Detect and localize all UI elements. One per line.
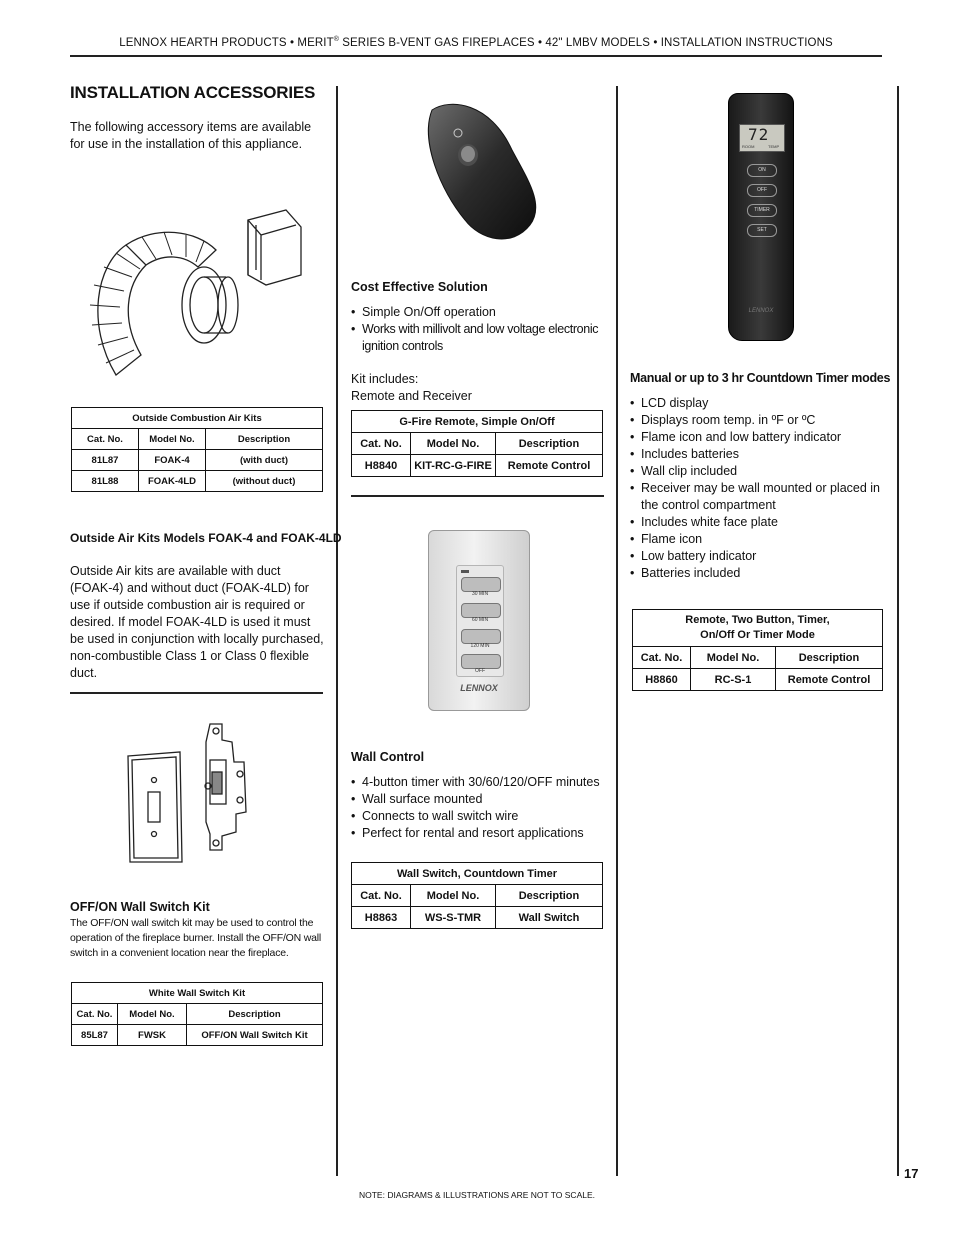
page-title: INSTALLATION ACCESSORIES: [70, 83, 316, 102]
list-item: • 4-button timer with 30/60/120/OFF minutes: [351, 774, 611, 791]
wall-button-label: 60 MIN: [471, 617, 489, 623]
scale-note: NOTE: DIAGRAMS & ILLUSTRATIONS ARE NOT TO SCALE.: [358, 1190, 595, 1200]
timer-remote-photo: [728, 93, 794, 341]
table-row: 81L88 FOAK-4LD (without duct): [72, 471, 323, 492]
column-header: Model No.: [118, 1004, 187, 1025]
table-row: 85L87 FWSK OFF/ON Wall Switch Kit: [72, 1025, 323, 1046]
list-item: • Displays room temp. in ºF or ºC: [630, 412, 886, 429]
table-caption: Wall Switch, Countdown Timer: [352, 863, 603, 885]
remote-button-timer: TIMER: [747, 204, 777, 217]
list-item: • Includes batteries: [630, 446, 886, 463]
list-item: • LCD display: [630, 395, 886, 412]
wall-control-logo: LENNOX: [460, 683, 498, 693]
table-row: H8860 RC-S-1 Remote Control: [633, 669, 883, 691]
wall-switch-illustration: [126, 722, 252, 864]
intro-text: The following accessory items are available for use in the installation of this appliance.: [70, 120, 312, 151]
air-kits-text: Outside Air kits are available with duct (FOAK-4) and without duct (FOAK-4LD) for use if outside combustion air is required or desired. If model FOAK-4LD is used it must be used in conjunction with locally purchased, non-combustible Class 1 or Class 0 flexible duct.: [70, 564, 324, 680]
air-kits-subhead: Outside Air Kits Models FOAK-4 and FOAK-4LD: [70, 531, 342, 545]
remote-subhead: Cost Effective Solution: [351, 280, 488, 294]
column-header: Cat. No.: [352, 885, 411, 907]
wall-control-panel: [456, 565, 504, 677]
column-header: Model No.: [139, 429, 206, 450]
table-row: 81L87 FOAK-4 (with duct): [72, 450, 323, 471]
lcd-room-label: ROOM: [742, 144, 755, 149]
timer-remote-subhead: Manual or up to 3 hr Countdown Timer modes: [630, 371, 891, 385]
column-header: Cat. No.: [72, 429, 139, 450]
table-caption: White Wall Switch Kit: [72, 983, 323, 1004]
column-header: Cat. No.: [72, 1004, 118, 1025]
list-item: • Works with millivolt and low voltage electronic ignition controls: [351, 321, 607, 355]
remote-button-off: OFF: [747, 184, 777, 197]
list-item: • Batteries included: [630, 565, 886, 582]
table-caption: Remote, Two Button, Timer, On/Off Or Timer Mode: [633, 610, 883, 647]
wall-switch-text: The OFF/ON wall switch kit may be used to control the operation of the fireplace burner. Install the OFF/ON wall switch in a convenient location near the fireplace.: [70, 917, 322, 959]
list-item: • Includes white face plate: [630, 514, 886, 531]
wall-control-subhead: Wall Control: [351, 750, 425, 764]
column-header: Description: [187, 1004, 323, 1025]
column-divider-2: [616, 86, 618, 1176]
running-header: LENNOX HEARTH PRODUCTS • MERIT® SERIES B-VENT GAS FIREPLACES • 42" LMBV MODELS • INSTALLATION INSTRUCTIONS: [119, 36, 833, 49]
led-indicator: [461, 570, 469, 573]
list-item: • Connects to wall switch wire: [351, 808, 611, 825]
outside-air-kits-table: [71, 407, 323, 492]
list-item: • Wall surface mounted: [351, 791, 611, 808]
wall-button-off: [461, 654, 501, 669]
timer-remote-feature-list: [630, 395, 886, 582]
list-item: • Perfect for rental and resort applications: [351, 825, 611, 842]
wall-button-120: [461, 629, 501, 644]
list-item: • Flame icon: [630, 531, 886, 548]
timer-remote-table: [632, 609, 883, 691]
column-header: Cat. No.: [352, 433, 411, 455]
wall-button-label: 120 MIN: [470, 643, 490, 649]
table-caption: G-Fire Remote, Simple On/Off: [352, 411, 603, 433]
wall-switch-subhead: OFF/ON Wall Switch Kit: [70, 900, 210, 914]
header-rule: [70, 55, 882, 57]
section-rule: [70, 692, 323, 694]
list-item: • Receiver may be wall mounted or placed in the control compartment: [630, 480, 886, 514]
g-fire-remote-table: [351, 410, 603, 477]
lcd-screen: [739, 124, 785, 152]
list-item: • Wall clip included: [630, 463, 886, 480]
lcd-temp-label: TEMP: [768, 144, 780, 149]
wall-button-label: 30 MIN: [471, 591, 489, 597]
list-item: • Flame icon and low battery indicator: [630, 429, 886, 446]
column-divider-1: [336, 86, 338, 1176]
table-row: H8863 WS-S-TMR Wall Switch: [352, 907, 603, 929]
kit-includes-value: Remote and Receiver: [351, 389, 472, 403]
wall-switch-kit-table: [71, 982, 323, 1046]
lcd-temperature: 72: [748, 125, 770, 144]
remote-button-set: SET: [747, 224, 777, 237]
wall-button-label: OFF: [475, 668, 485, 674]
column-divider-3: [897, 86, 899, 1176]
table-row: H8840 KIT-RC-G-FIRE Remote Control: [352, 455, 603, 477]
wall-button-30: [461, 577, 501, 592]
wall-switch-timer-table: [351, 862, 603, 929]
g-fire-remote-photo: [420, 100, 545, 245]
list-item: • Low battery indicator: [630, 548, 886, 565]
kit-includes-label: Kit includes:: [351, 372, 419, 386]
wall-control-feature-list: [351, 774, 611, 842]
column-header: Model No.: [411, 885, 496, 907]
column-header: Description: [206, 429, 323, 450]
column-header: Description: [496, 885, 603, 907]
remote-feature-list: [351, 304, 607, 355]
wall-button-60: [461, 603, 501, 618]
list-item: • Simple On/Off operation: [351, 304, 607, 321]
column-header: Cat. No.: [633, 647, 691, 669]
column-header: Description: [496, 433, 603, 455]
wall-control-photo: [428, 530, 530, 711]
column-header: Description: [776, 647, 883, 669]
remote-button-on: ON: [747, 164, 777, 177]
column-header: Model No.: [411, 433, 496, 455]
remote-logo: LENNOX: [748, 308, 774, 314]
section-rule: [351, 495, 604, 497]
air-kit-illustration: [86, 205, 306, 390]
page-number: 17: [904, 1166, 919, 1181]
table-caption: Outside Combustion Air Kits: [72, 408, 323, 429]
column-header: Model No.: [691, 647, 776, 669]
